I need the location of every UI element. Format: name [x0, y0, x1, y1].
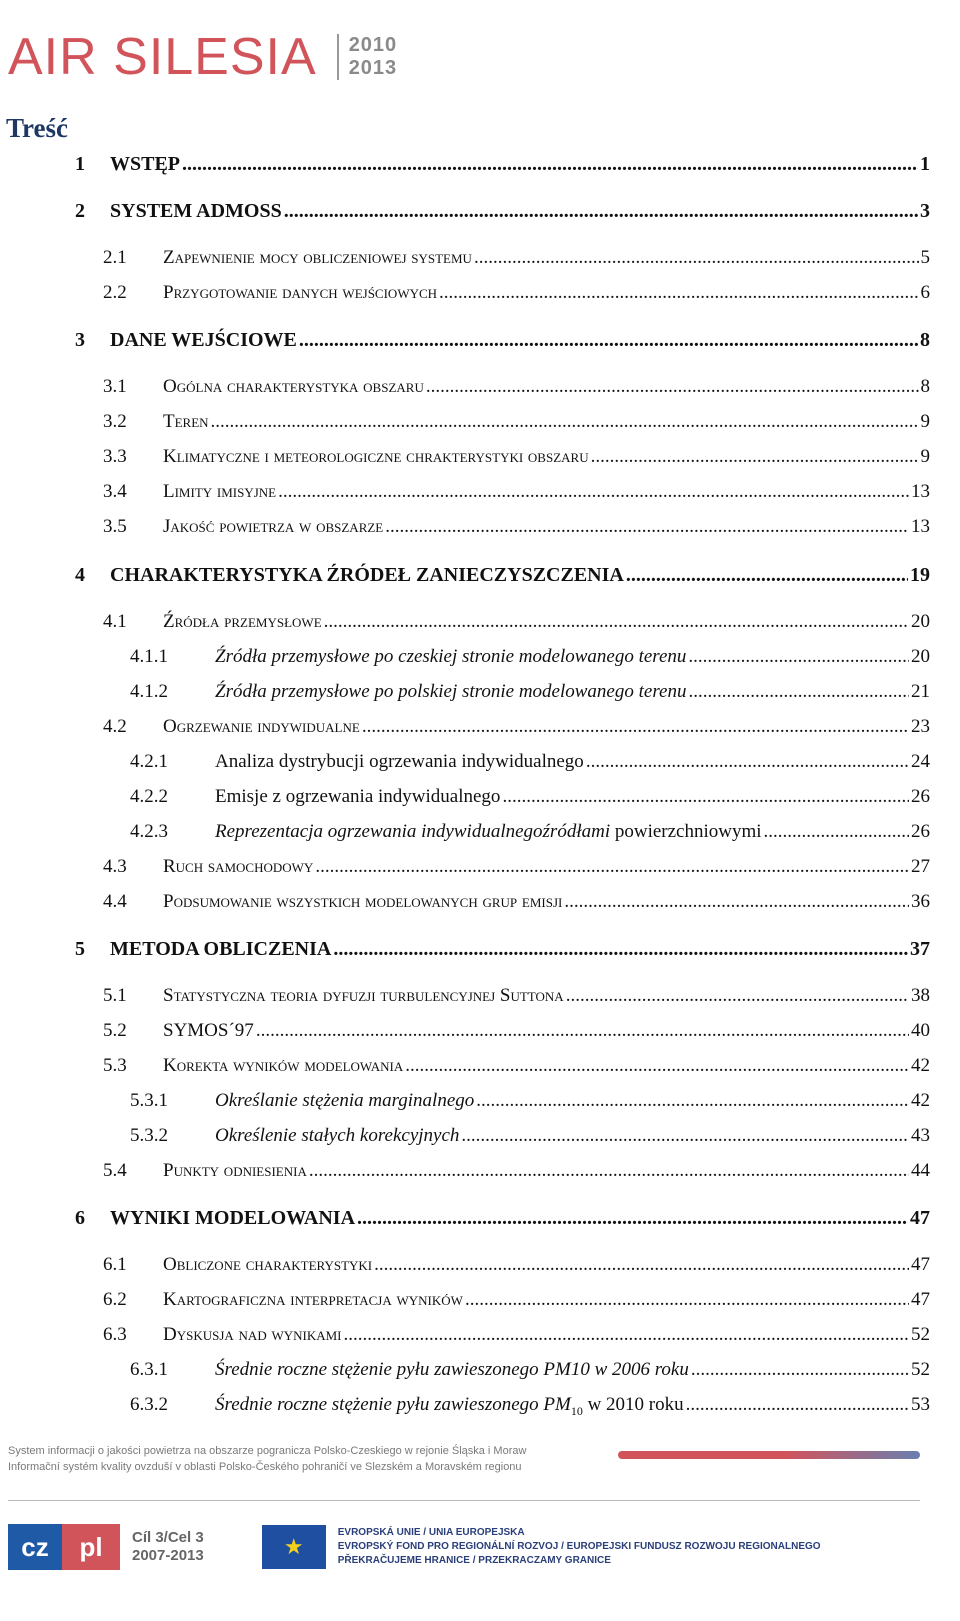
toc-entry[interactable]: [0, 1090, 960, 1116]
toc-leader-dots: [315, 856, 909, 878]
toc-leader-dots: [385, 516, 909, 538]
toc-entry-number: 4: [75, 564, 85, 586]
footer-line-pl: System informacji o jakości powietrza na obszarze pogranicza Polsko-Czeskiego w rejonie Śląska i Moraw: [8, 1445, 527, 1457]
toc-entry-number: 6: [75, 1207, 85, 1229]
toc-entry-label-subscript: 10: [570, 1403, 583, 1418]
toc-entry-page: 3: [920, 200, 930, 222]
toc-leader-dots: [439, 282, 918, 304]
toc-leader-dots: [357, 1207, 908, 1230]
toc-entry-number: 5.4: [103, 1160, 127, 1181]
toc-entry-label-text: Kartograficzna interpretacja wyników: [163, 1289, 463, 1310]
toc-entry[interactable]: [0, 681, 960, 707]
toc-entry-number: 5.3.2: [130, 1125, 168, 1146]
toc-entry-label: [163, 1160, 309, 1182]
toc-entry-label-text: DANE WEJŚCIOWE: [110, 329, 297, 351]
toc-entry[interactable]: [0, 985, 960, 1011]
toc-entry-label-text: Źródła przemysłowe po czeskiej stronie modelowanego terenu: [215, 646, 687, 667]
toc-entry-label-text: Jakość powietrza w obszarze: [163, 516, 384, 537]
toc-entry-label-text: Przygotowanie danych wejściowych: [163, 282, 438, 303]
toc-leader-dots: [362, 716, 909, 738]
toc-entry-line: [163, 411, 930, 433]
toc-entry-label-text: Reprezentacja ogrzewania indywidualnegoźródłami: [215, 821, 611, 842]
toc-entry-line: [163, 1020, 930, 1042]
toc-leader-dots: [344, 1324, 910, 1346]
toc-entry-label-tail: w 2010 roku: [582, 1394, 684, 1415]
toc-entry-line: [163, 516, 930, 538]
toc-entry-label-text: Dyskusja nad wynikami: [163, 1324, 342, 1345]
toc-leader-dots: [182, 153, 918, 176]
toc-entry[interactable]: [0, 611, 960, 637]
footer-divider: [8, 1500, 920, 1501]
toc-entry-page: 47: [911, 1289, 930, 1310]
cz-logo-part: cz: [8, 1524, 62, 1570]
toc-leader-dots: [474, 247, 919, 269]
toc-leader-dots: [686, 1394, 909, 1416]
toc-entry[interactable]: [0, 329, 960, 355]
toc-entry-line: [163, 446, 930, 468]
toc-entry[interactable]: [0, 153, 960, 179]
toc-entry-label-text: Punkty odniesienia: [163, 1160, 307, 1181]
toc-entry-label-text: Obliczone charakterystyki: [163, 1254, 373, 1275]
toc-entry-label: [163, 1254, 374, 1276]
toc-entry-label: [110, 564, 626, 587]
toc-entry-line: [110, 329, 930, 352]
toc-leader-dots: [591, 446, 919, 468]
toc-entry-label-text: Średnie roczne stężenie pyłu zawieszonego PM10 w 2006 roku: [215, 1359, 689, 1380]
footer-project-text: [8, 1443, 608, 1475]
eu-funding-text: [338, 1526, 821, 1568]
toc-leader-dots: [566, 985, 909, 1007]
toc-entry-label: [110, 153, 182, 176]
toc-entry-number: 2.2: [103, 282, 127, 303]
toc-entry-label-text: Zapewnienie mocy obliczeniowej systemu: [163, 247, 472, 268]
toc-entry-label-text: Korekta wyników modelowania: [163, 1055, 404, 1076]
toc-entry-label: [110, 200, 284, 223]
toc-entry-label: [163, 376, 426, 398]
toc-entry[interactable]: [0, 282, 960, 308]
toc-entry-line: [163, 1324, 930, 1346]
toc-entry-label-text: Źródła przemysłowe po polskiej stronie modelowanego terenu: [215, 681, 687, 702]
toc-entry-label-text: Klimatyczne i meteorologiczne chrakterystyki obszaru: [163, 446, 589, 467]
eu-line1: EVROPSKÁ UNIE / UNIA EUROPEJSKA: [337, 1527, 525, 1538]
toc-entry-label: [215, 786, 502, 808]
toc-entry[interactable]: [0, 938, 960, 964]
footer-color-bar: [618, 1451, 920, 1459]
toc-entry-page: 38: [911, 985, 930, 1006]
toc-entry-label-text: WSTĘP: [110, 153, 181, 175]
toc-leader-dots: [299, 329, 918, 352]
toc-entry-line: [110, 1207, 930, 1230]
toc-entry-page: 37: [910, 938, 930, 960]
toc-entry-page: 26: [911, 786, 930, 807]
toc-entry[interactable]: [0, 446, 960, 472]
toc-entry-label-text: SYMOS´97: [163, 1020, 254, 1041]
toc-entry[interactable]: [0, 1055, 960, 1081]
toc-entry-page: 36: [911, 891, 930, 912]
toc-entry-page: 23: [911, 716, 930, 737]
toc-entry-page: 27: [911, 856, 930, 877]
toc-entry-page: 43: [911, 1125, 930, 1146]
toc-entry-line: [163, 247, 930, 269]
toc-entry-label: [215, 681, 688, 703]
toc-entry-label: [215, 751, 586, 773]
toc-leader-dots: [626, 564, 908, 587]
toc-entry-line: [215, 1125, 930, 1147]
toc-entry-label: [163, 411, 211, 433]
toc-entry[interactable]: [0, 856, 960, 882]
toc-entry-page: 40: [911, 1020, 930, 1041]
toc-entry-number: 4.4: [103, 891, 127, 912]
toc-leader-dots: [688, 681, 909, 703]
toc-entry-line: [215, 821, 930, 843]
toc-entry-label: [215, 1090, 476, 1112]
toc-entry-line: [110, 938, 930, 961]
toc-entry-line: [215, 1090, 930, 1112]
toc-entry-label: [163, 1055, 405, 1077]
toc-entry-label: [163, 247, 474, 269]
toc-entry[interactable]: [0, 1324, 960, 1350]
toc-entry-page: 26: [911, 821, 930, 842]
toc-entry-page: 13: [911, 516, 930, 537]
cil-line2: 2007-2013: [132, 1547, 204, 1564]
toc-entry-label: [215, 1359, 691, 1381]
footer-logos: [8, 1522, 821, 1572]
toc-entry-line: [163, 1289, 930, 1311]
toc-entry-page: 9: [920, 411, 930, 432]
toc-entry[interactable]: [0, 1289, 960, 1315]
toc-entry[interactable]: [0, 1254, 960, 1280]
toc-entry-number: 4.3: [103, 856, 127, 877]
toc-entry-line: [215, 751, 930, 773]
toc-entry-page: 8: [920, 376, 930, 397]
toc-entry-label-text: Emisje z ogrzewania indywidualnego: [215, 786, 501, 807]
toc-leader-dots: [688, 646, 909, 668]
toc-entry-label: [215, 821, 764, 843]
toc-entry-label: [163, 856, 315, 878]
toc-entry-label: [163, 1289, 465, 1311]
toc-entry-line: [215, 681, 930, 703]
eu-flag-icon: ★: [262, 1525, 326, 1569]
toc-entry-number: 4.2: [103, 716, 127, 737]
toc-entry-label: [163, 716, 362, 738]
toc-leader-dots: [324, 611, 909, 633]
toc-entry-line: [215, 1359, 930, 1381]
toc-entry-number: 3.5: [103, 516, 127, 537]
toc-entry-number: 4.1.2: [130, 681, 168, 702]
toc-entry-number: 6.3.1: [130, 1359, 168, 1380]
toc-leader-dots: [764, 821, 909, 843]
pl-logo-part: pl: [62, 1524, 120, 1570]
toc-entry-label: [215, 1394, 686, 1419]
toc-entry-number: 6.2: [103, 1289, 127, 1310]
toc-entry-number: 5: [75, 938, 85, 960]
toc-entry-label-text: Statystyczna teoria dyfuzji turbulencyjnej Suttona: [163, 985, 564, 1006]
toc-entry[interactable]: [0, 716, 960, 742]
toc-entry[interactable]: [0, 516, 960, 542]
toc-entry[interactable]: [0, 564, 960, 590]
toc-entry-number: 2.1: [103, 247, 127, 268]
toc-leader-dots: [586, 751, 909, 773]
toc-leader-dots: [426, 376, 919, 398]
toc-leader-dots: [564, 891, 909, 913]
toc-entry[interactable]: [0, 1207, 960, 1233]
toc-entry-line: [163, 1055, 930, 1077]
toc-entry[interactable]: [0, 786, 960, 812]
toc-entry-label-tail: powierzchniowymi: [610, 821, 762, 842]
logo-text: AIR SILESIA: [8, 28, 317, 86]
toc-entry-number: 6.3.2: [130, 1394, 168, 1415]
toc-leader-dots: [476, 1090, 909, 1112]
toc-entry-label: [163, 516, 385, 538]
toc-entry[interactable]: [0, 481, 960, 507]
toc-entry-label-text: WYNIKI MODELOWANIA: [110, 1207, 356, 1229]
eu-line3: PŘEKRAČUJEME HRANICE / PRZEKRACZAMY GRANICE: [337, 1555, 611, 1566]
toc-entry-page: 8: [920, 329, 930, 351]
toc-entry-page: 53: [911, 1394, 930, 1415]
air-silesia-logo: [8, 22, 397, 92]
toc-entry-number: 5.1: [103, 985, 127, 1006]
toc-entry-label: [215, 1125, 461, 1147]
toc-entry-page: 13: [911, 481, 930, 502]
toc-entry-label: [110, 329, 299, 352]
toc-entry-number: 3.4: [103, 481, 127, 502]
toc-entry-label-text: Limity imisyjne: [163, 481, 277, 502]
toc-leader-dots: [284, 200, 918, 223]
toc-entry[interactable]: [0, 376, 960, 402]
toc-entry-number: 5.3: [103, 1055, 127, 1076]
toc-entry-number: 4.2.2: [130, 786, 168, 807]
toc-entry-number: 3: [75, 329, 85, 351]
toc-entry-page: 19: [910, 564, 930, 586]
toc-leader-dots: [211, 411, 919, 433]
toc-entry-label-text: Ruch samochodowy: [163, 856, 314, 877]
toc-leader-dots: [333, 938, 908, 961]
toc-entry-label-text: SYSTEM ADMOSS: [110, 200, 282, 222]
toc-leader-dots: [309, 1160, 909, 1182]
toc-title: Treść: [6, 113, 68, 143]
toc-entry-number: 3.1: [103, 376, 127, 397]
toc-entry-page: 42: [911, 1090, 930, 1111]
toc-entry-label: [163, 282, 439, 304]
toc-entry-page: 44: [911, 1160, 930, 1181]
footer-line-cz: Informační systém kvality ovzduší v oblasti Polsko-Českého pohraničí ve Slezském a Moravském regionu: [8, 1461, 522, 1473]
toc-entry-line: [163, 716, 930, 738]
toc-entry-number: 6.1: [103, 1254, 127, 1275]
toc-entry-label-text: Ogrzewanie indywidualne: [163, 716, 360, 737]
toc-entry-page: 9: [920, 446, 930, 467]
toc-leader-dots: [691, 1359, 909, 1381]
toc-entry-line: [215, 646, 930, 668]
toc-entry-label-text: METODA OBLICZENIA: [110, 938, 332, 960]
cz-pl-logo: [8, 1524, 120, 1570]
toc-entry-label: [215, 646, 688, 668]
toc-leader-dots: [278, 481, 909, 503]
cil-cel-logo: [132, 1529, 204, 1565]
toc-entry-label: [110, 1207, 357, 1230]
toc-entry[interactable]: [0, 751, 960, 777]
toc-entry[interactable]: [0, 1125, 960, 1151]
toc-entry-line: [215, 786, 930, 808]
toc-entry[interactable]: [0, 200, 960, 226]
toc-entry-line: [163, 985, 930, 1007]
toc-entry-label: [163, 446, 591, 468]
toc-entry-page: 20: [911, 646, 930, 667]
toc-entry-line: [163, 376, 930, 398]
toc-entry-label: [163, 891, 564, 913]
toc-entry-page: 24: [911, 751, 930, 772]
toc-entry-page: 20: [911, 611, 930, 632]
toc-entry-label-text: Ogólna charakterystyka obszaru: [163, 376, 424, 397]
toc-entry-number: 3.2: [103, 411, 127, 432]
toc-entry[interactable]: [0, 247, 960, 273]
toc-entry-number: 2: [75, 200, 85, 222]
toc-entry-page: 21: [911, 681, 930, 702]
toc-entry-line: [163, 481, 930, 503]
toc-entry-number: 4.1: [103, 611, 127, 632]
toc-entry-number: 4.2.1: [130, 751, 168, 772]
toc-leader-dots: [461, 1125, 909, 1147]
toc-leader-dots: [256, 1020, 909, 1042]
toc-entry-number: 5.2: [103, 1020, 127, 1041]
toc-entry-number: 3.3: [103, 446, 127, 467]
toc-entry[interactable]: [0, 646, 960, 672]
eu-line2: EVROPSKÝ FOND PRO REGIONÁLNÍ ROZVOJ / EUROPEJSKI FUNDUSZ ROZWOJU REGIONALNEGO: [337, 1541, 821, 1552]
toc-entry-label-text: Podsumowanie wszystkich modelowanych grup emisji: [163, 891, 563, 912]
toc-entry[interactable]: [0, 1020, 960, 1046]
toc-entry-line: [163, 1254, 930, 1276]
toc-entry-line: [215, 1394, 930, 1419]
toc-entry-line: [163, 282, 930, 304]
toc-leader-dots: [374, 1254, 909, 1276]
toc-entry-label: [163, 1324, 344, 1346]
toc-entry-label: [163, 985, 566, 1007]
toc-entry-label-text: Analiza dystrybucji ogrzewania indywidualnego: [215, 751, 584, 772]
toc-entry-page: 1: [920, 153, 930, 175]
toc-entry[interactable]: [0, 891, 960, 917]
toc-entry-line: [110, 200, 930, 223]
toc-entry-number: 4.2.3: [130, 821, 168, 842]
toc-entry-label: [163, 1020, 256, 1042]
toc-entry-number: 5.3.1: [130, 1090, 168, 1111]
toc-leader-dots: [502, 786, 909, 808]
toc-entry-label-text: Teren: [163, 411, 209, 432]
toc-entry-label-text: Źródła przemysłowe: [163, 611, 322, 632]
toc-entry-page: 42: [911, 1055, 930, 1076]
toc-entry-number: 4.1.1: [130, 646, 168, 667]
toc-entry-page: 52: [911, 1359, 930, 1380]
toc-entry-line: [110, 153, 930, 176]
toc-entry[interactable]: [0, 411, 960, 437]
logo-years: [337, 34, 398, 80]
toc-entry-label-text: Określenie stałych korekcyjnych: [215, 1125, 460, 1146]
toc-entry[interactable]: [0, 821, 960, 847]
toc-entry-page: 52: [911, 1324, 930, 1345]
toc-entry-number: 1: [75, 153, 85, 175]
toc-entry-label: [163, 481, 278, 503]
toc-entry-line: [110, 564, 930, 587]
toc-entry-number: 6.3: [103, 1324, 127, 1345]
toc-entry-line: [163, 856, 930, 878]
toc-entry[interactable]: [0, 1160, 960, 1186]
toc-entry-label: [110, 938, 333, 961]
toc-entry-label-text: Określanie stężenia marginalnego: [215, 1090, 475, 1111]
toc-entry-page: 5: [920, 247, 930, 268]
toc-leader-dots: [405, 1055, 909, 1077]
logo-year-start: 2010: [348, 34, 398, 56]
toc-entry-page: 6: [920, 282, 930, 303]
toc-entry-page: 47: [911, 1254, 930, 1275]
toc-entry-line: [163, 611, 930, 633]
toc-leader-dots: [465, 1289, 909, 1311]
toc-entry-label-text: Średnie roczne stężenie pyłu zawieszonego PM: [215, 1394, 571, 1415]
toc-entry-line: [163, 891, 930, 913]
toc-entry-page: 47: [910, 1207, 930, 1229]
toc-entry-label: [163, 611, 324, 633]
toc-entry[interactable]: [0, 1359, 960, 1385]
toc-entry[interactable]: [0, 1394, 960, 1420]
toc-entry-label-text: CHARAKTERYSTYKA ŹRÓDEŁ ZANIECZYSZCZENIA: [110, 564, 624, 586]
cil-line1: Cíl 3/Cel 3: [132, 1529, 204, 1546]
logo-year-end: 2013: [348, 57, 398, 79]
toc-entry-line: [163, 1160, 930, 1182]
